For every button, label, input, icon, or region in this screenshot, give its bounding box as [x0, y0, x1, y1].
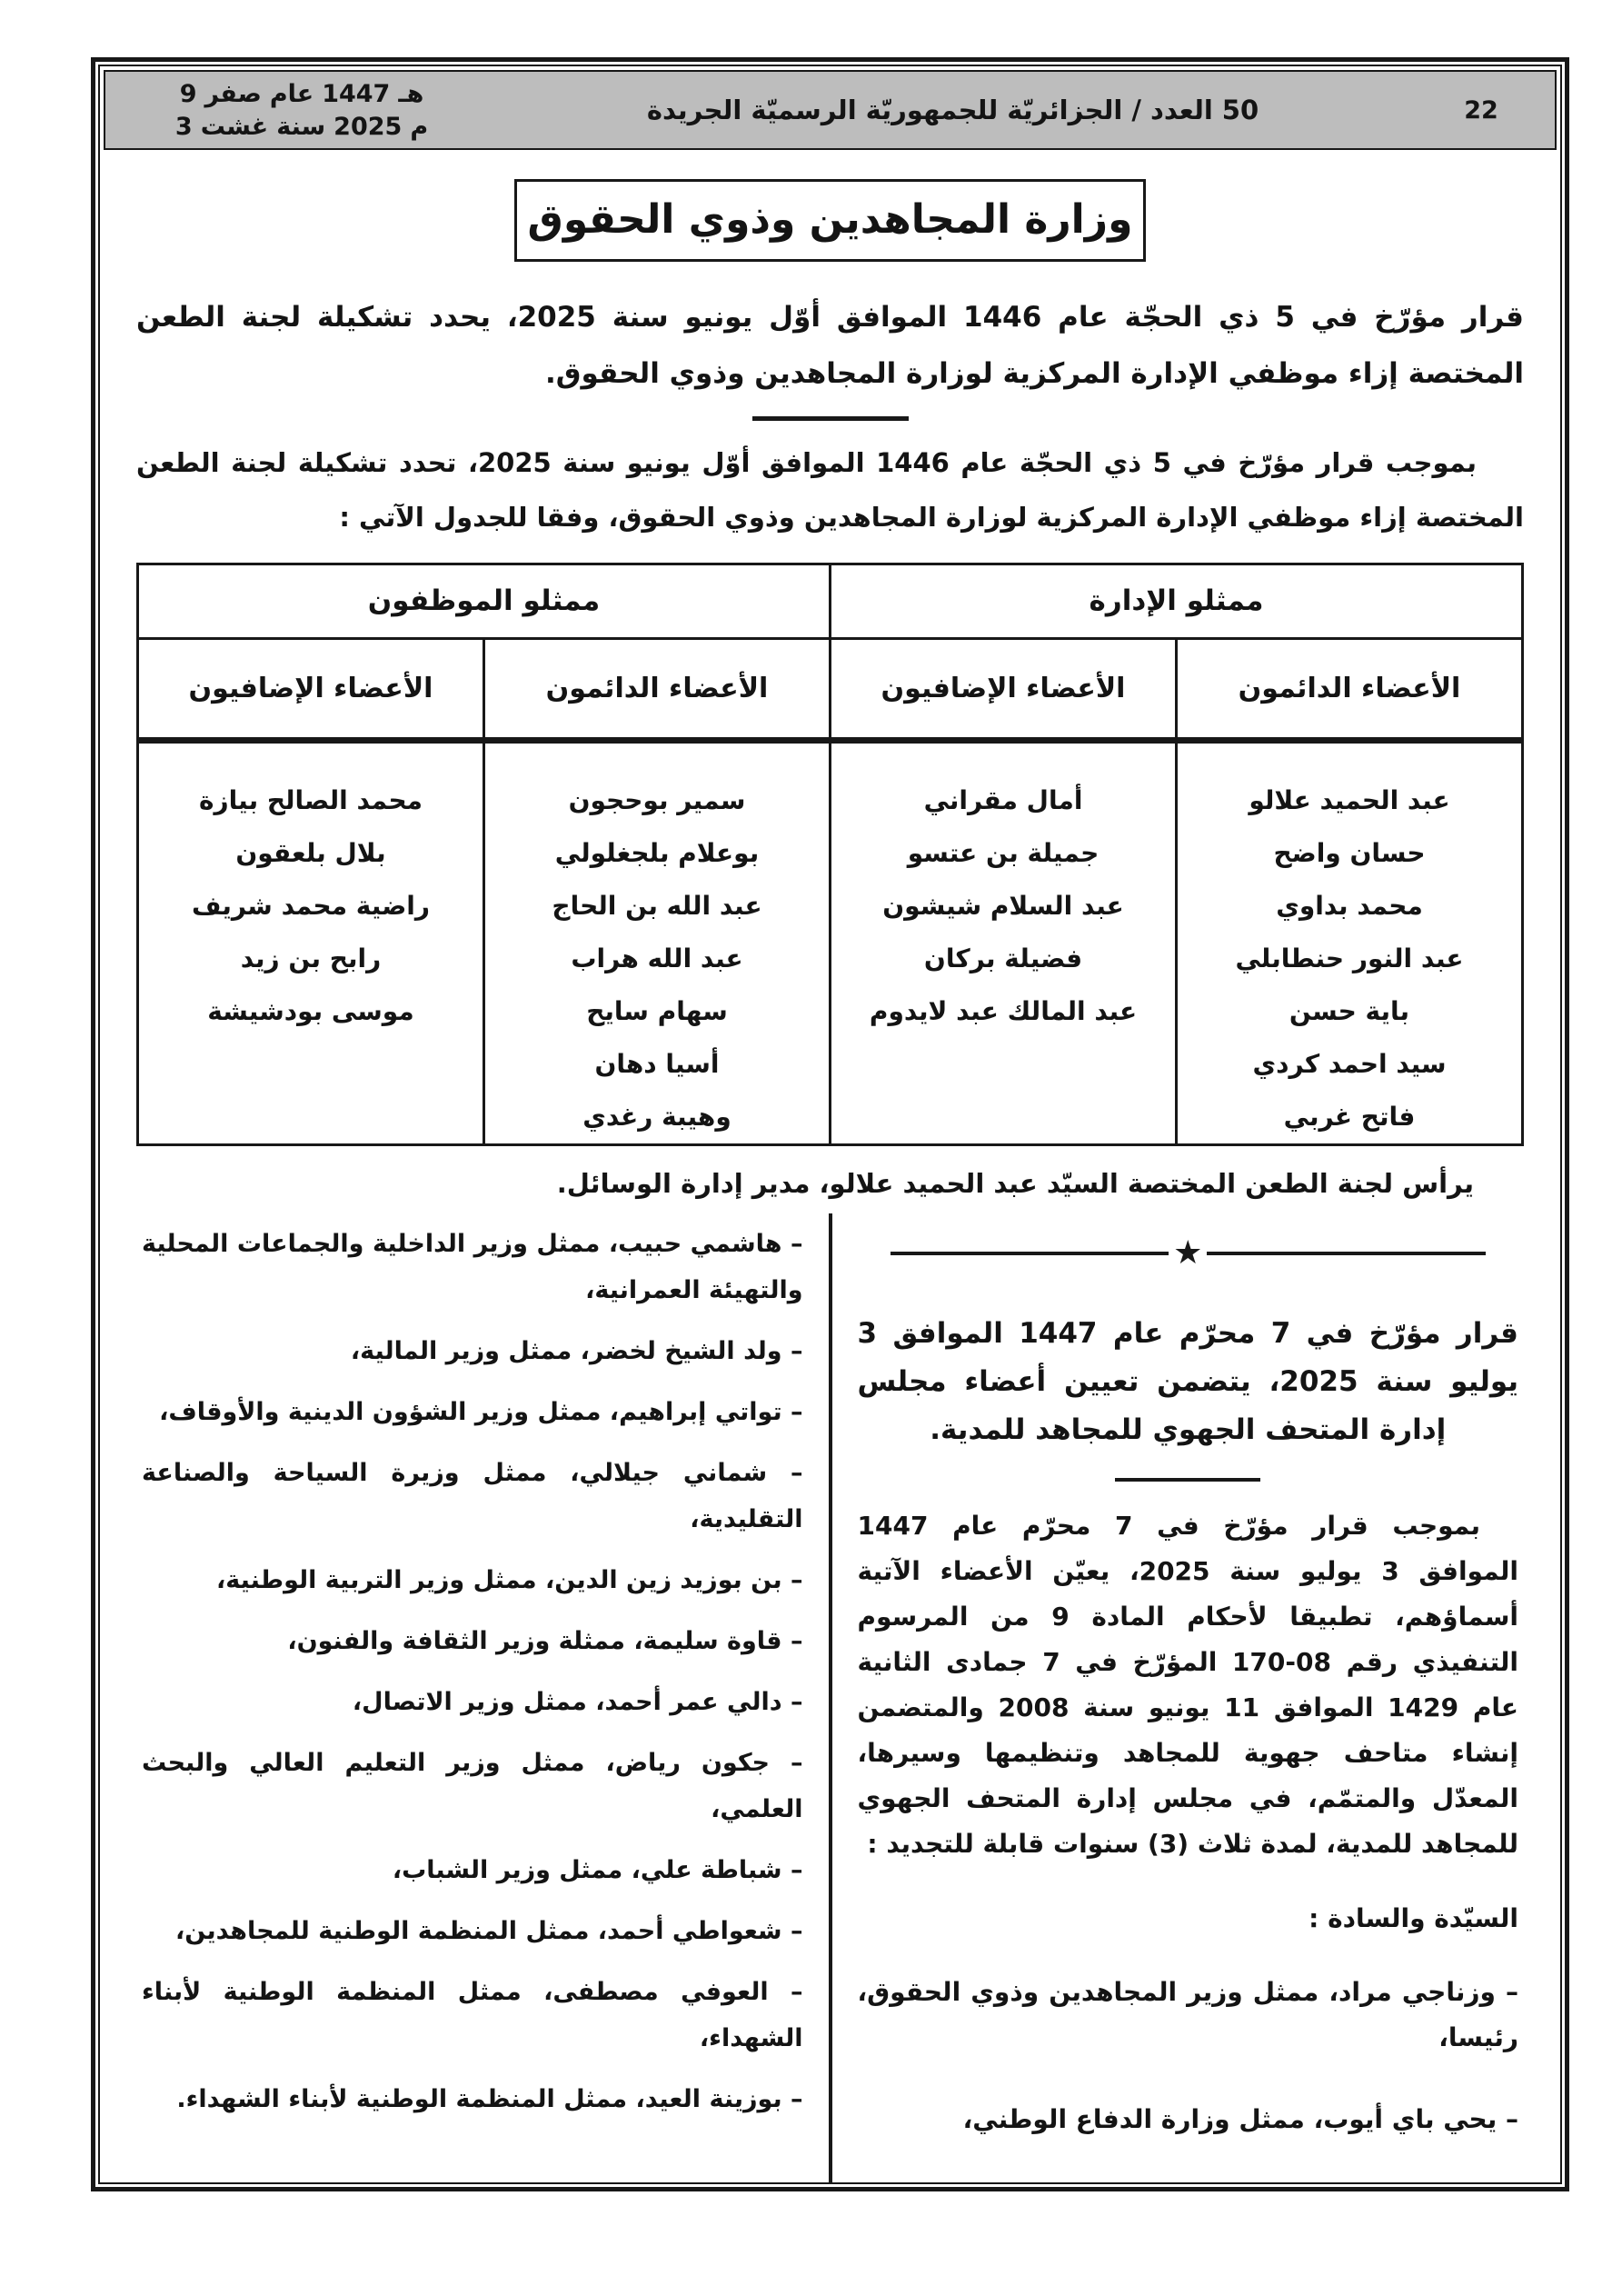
member-item: – ولد الشيخ لخضر، ممثل وزير المالية،	[350, 1336, 803, 1365]
member-name: رابح بن زيد	[240, 943, 382, 973]
member-item: – جكون رياض، ممثل وزير التعليم العالي والبحث العلمي،	[142, 1748, 803, 1823]
gregorian-date-word: غشت	[200, 112, 269, 141]
journal-title	[474, 95, 1431, 125]
column-left	[136, 1213, 829, 2182]
member-name: محمد الصالح بيازة	[199, 784, 423, 815]
member-name: وهيبة رغدي	[582, 1101, 731, 1132]
member-item: – شعواطي أحمد، ممثل المنظمة الوطنية للمجاهدين،	[174, 1916, 803, 1945]
hijri-date-word: صفر	[204, 79, 262, 108]
member-item: – شماني جيلالي، ممثل وزيرة السياحة والصناعة التقليدية،	[142, 1458, 803, 1533]
member-item: – وزناجي مراد، ممثل وزير المجاهدين وذوي الحقوق، رئيسا،	[857, 1976, 1518, 2052]
member-name: أمال مقراني	[923, 784, 1083, 815]
star-icon: ★	[1173, 1233, 1203, 1272]
column-header-staff-permanent: الأعضاء الدائمون	[484, 638, 831, 740]
member-item: – دالي عمر أحمد، ممثل وزير الاتصال،	[352, 1687, 803, 1716]
hijri-date-word: 1447	[322, 79, 391, 108]
journal-title-word: 50	[1221, 95, 1259, 125]
date-block	[129, 80, 474, 141]
decree2-list-intro: السيّدة والسادة :	[1309, 1902, 1518, 1933]
member-item: – يحي باي أيوب، ممثل وزارة الدفاع الوطني،	[962, 2103, 1518, 2134]
member-item: – تواتي إبراهيم، ممثل وزير الشؤون الدينية والأوقاف،	[159, 1397, 803, 1426]
gregorian-date-word: 2025	[333, 112, 403, 141]
journal-title-word: العدد	[1149, 95, 1213, 125]
gregorian-date	[175, 113, 428, 141]
page-number: 22	[1464, 95, 1498, 125]
member-name: فاتح غربي	[1283, 1101, 1416, 1132]
member-name: بوعلام بلجغلولي	[554, 837, 760, 868]
member-name: سمير بوحجون	[568, 784, 746, 815]
member-item: – بوزينة العيد، ممثل المنظمة الوطنية لأبناء الشهداء.	[176, 2084, 803, 2113]
member-name: محمد بداوي	[1276, 890, 1423, 921]
member-item: – العوفي مصطفى، ممثل المنظمة الوطنية لأبناء الشهداء،	[142, 1977, 803, 2052]
two-column-section	[136, 1213, 1524, 2182]
cell-staff-permanent	[484, 740, 831, 1144]
member-item: – شباطة علي، ممثل وزير الشباب،	[392, 1855, 803, 1884]
member-name: موسى بودشيشة	[207, 995, 414, 1026]
members-list-left	[142, 1221, 803, 2122]
journal-title-word: الرسميّة	[751, 95, 857, 125]
decree2-title: قرار مؤرّخ في 7 محرّم عام 1447 الموافق 3 يوليو سنة 2025، يتضمن تعيين أعضاء مجلس إدارة المتحف الجهوي للمجاهد للمدية.	[857, 1316, 1518, 1446]
journal-title-word: للجمهوريّة	[865, 95, 999, 125]
member-name: عبد الله بن الحاج	[552, 890, 762, 921]
table-group-header-row	[138, 564, 1523, 638]
journal-title-word: الجزائريّة	[1007, 95, 1123, 125]
table-column-header-row	[138, 638, 1523, 740]
member-name: بلال بلعقون	[235, 837, 386, 868]
member-item: – هاشمي حبيب، ممثل وزير الداخلية والجماعات المحلية والتهيئة العمرانية،	[142, 1229, 803, 1304]
column-header-admin-additional: الأعضاء الإضافيون	[831, 638, 1177, 740]
decree1-chair-note: يرأس لجنة الطعن المختصة السيّد عبد الحميد علالو، مدير إدارة الوسائل.	[556, 1167, 1474, 1199]
member-name: فضيلة بركان	[923, 943, 1083, 973]
column-header-staff-additional: الأعضاء الإضافيون	[138, 638, 484, 740]
decree2-intro: بموجب قرار مؤرّخ في 7 محرّم عام 1447 الموافق 3 يوليو سنة 2025، يعيّن الأعضاء الآتية أسماؤهم، تطبيقا لأحكام المادة 9 من المرسوم التنفيذي رقم 08-170 المؤرّخ في 7 جمادى الثانية عام 1429 الموافق 11 يونيو سنة 2008 والمتضمن إنشاء متاحف جهوية للمجاهد وتنظيمها وسيرها، المعدّل والمتمّم، في مجلس إدارة المتحف الجهوي للمجاهد للمدية، لمدة ثلاث (3) سنوات قابلة للتجديد :	[857, 1510, 1518, 1859]
member-item: – بن بوزيد زين الدين، ممثل وزير التربية الوطنية،	[215, 1565, 803, 1594]
members-list-right	[858, 1970, 1519, 2142]
column-header-admin-permanent: الأعضاء الدائمون	[1177, 638, 1523, 740]
member-name: عبد المالك عبد لايدوم	[869, 995, 1138, 1026]
gregorian-date-word: سنة	[276, 112, 326, 141]
member-name: أسيا دهان	[594, 1048, 720, 1079]
group-header-staff: ممثلو الموظفون	[138, 564, 831, 638]
page-content	[100, 154, 1560, 2182]
member-name: باية حسن	[1289, 995, 1410, 1026]
decree1-intro: بموجب قرار مؤرّخ في 5 ذي الحجّة عام 1446 الموافق أوّل يونيو سنة 2025، تحدد تشكيلة لجنة الطعن المختصة إزاء موظفي الإدارة المركزية لوزارة المجاهدين وذوي الحقوق، وفقا للجدول الآتي :	[136, 446, 1524, 533]
member-name: سهام سايح	[586, 995, 728, 1026]
member-name: راضية محمد شريف	[192, 890, 430, 921]
member-name: عبد السلام شيشون	[882, 890, 1124, 921]
gregorian-date-word: م	[410, 112, 429, 141]
page-frame	[91, 57, 1569, 2191]
member-name: عبد الله هراب	[571, 943, 743, 973]
hijri-date-word: 9	[179, 79, 197, 108]
member-name: عبد النور حنطابلي	[1235, 943, 1464, 973]
section-divider	[752, 416, 909, 421]
cell-admin-additional	[831, 740, 1177, 1144]
star-divider	[891, 1233, 1487, 1272]
header-bar	[104, 70, 1557, 150]
member-name: جميلة بن عتسو	[907, 837, 1100, 868]
member-item: – قاوة سليمة، ممثلة وزير الثقافة والفنون،	[287, 1626, 803, 1655]
journal-title-word: /	[1131, 95, 1141, 125]
table-body-row	[138, 740, 1523, 1144]
journal-title-word: الجريدة	[646, 95, 742, 125]
cell-staff-additional	[138, 740, 484, 1144]
page-frame-inner	[98, 65, 1562, 2184]
committee-table	[136, 563, 1524, 1146]
divider-line	[1207, 1252, 1486, 1255]
cell-admin-permanent	[1177, 740, 1523, 1144]
hijri-date-word: هـ	[398, 79, 424, 108]
ministry-title: وزارة المجاهدين وذوي الحقوق	[527, 196, 1133, 243]
hijri-date	[180, 80, 424, 108]
section-divider	[1115, 1478, 1260, 1482]
member-name: سيد احمد كردي	[1252, 1048, 1447, 1079]
gregorian-date-word: 3	[174, 112, 193, 141]
column-right	[829, 1213, 1525, 2182]
hijri-date-word: عام	[269, 79, 314, 108]
decree1-title: قرار مؤرّخ في 5 ذي الحجّة عام 1446 الموافق أوّل يونيو سنة 2025، يحدد تشكيلة لجنة الطعن المختصة إزاء موظفي الإدارة المركزية لوزارة المجاهدين وذوي الحقوق.	[136, 300, 1524, 390]
divider-line	[891, 1252, 1169, 1255]
member-name: حسان واضح	[1273, 837, 1426, 868]
ministry-title-box	[514, 179, 1146, 262]
group-header-administration: ممثلو الإدارة	[831, 564, 1523, 638]
member-name: عبد الحميد علالو	[1249, 784, 1450, 815]
